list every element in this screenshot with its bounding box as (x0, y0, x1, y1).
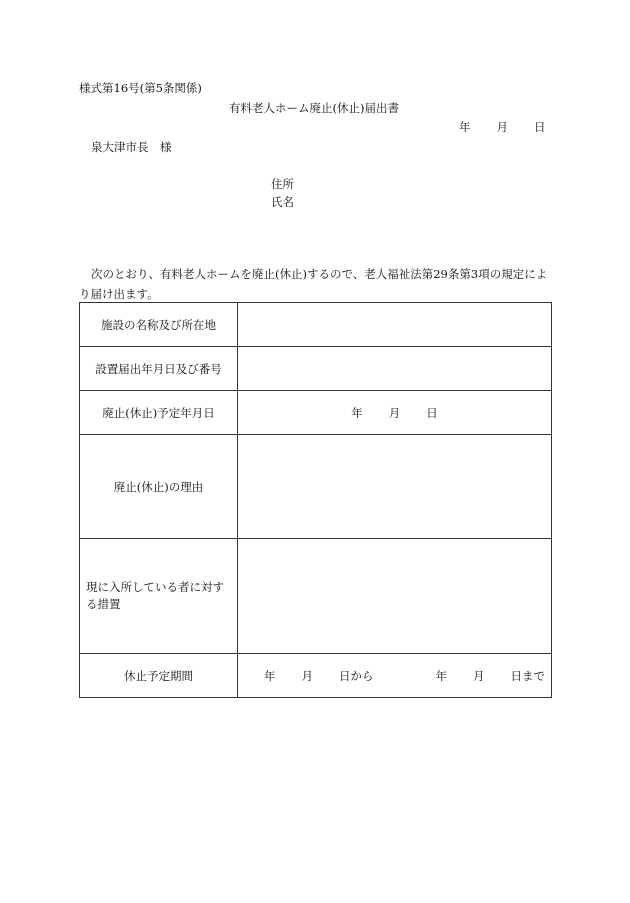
date-month: 月 (496, 120, 508, 134)
row-label: 設置届出年月日及び番号 (80, 347, 238, 391)
row-label: 廃止(休止)予定年月日 (80, 391, 238, 435)
establishment-date-number-field[interactable] (238, 347, 552, 391)
month: 月 (388, 405, 401, 420)
table-row (80, 654, 552, 698)
table-row (80, 435, 552, 539)
row-label: 廃止(休止)の理由 (80, 435, 238, 539)
submission-date (459, 119, 546, 135)
from-year: 年 (264, 668, 276, 683)
day: 日 (426, 405, 438, 420)
date-day: 日 (534, 120, 546, 134)
to-year: 年 (435, 668, 447, 683)
address-label: 住所 (271, 177, 294, 191)
addressee: 泉大津市長 様 (91, 140, 172, 154)
intro-text-line1: 次のとおり、有料老人ホームを廃止(休止)するので、老人福祉法第29条第3項の規定によ (91, 267, 548, 281)
table-row (80, 347, 552, 391)
suspension-period-field[interactable] (238, 654, 552, 698)
from-month: 月 (301, 668, 313, 683)
facility-name-location-field[interactable] (238, 303, 552, 347)
planned-closure-date-field[interactable] (238, 391, 552, 435)
to-day: 日まで (510, 668, 545, 683)
document-title: 有料老人ホーム廃止(休止)届出書 (229, 101, 399, 115)
intro-text-line2: り届け出ます。 (79, 287, 159, 301)
row-label: 施設の名称及び所在地 (80, 303, 238, 347)
row-label: 現に入所している者に対する措置 (80, 539, 238, 654)
resident-measures-field[interactable] (238, 539, 552, 654)
year: 年 (351, 405, 363, 420)
table-row (80, 391, 552, 435)
row-label: 休止予定期間 (80, 654, 238, 698)
from-day: 日から (339, 668, 374, 683)
to-month: 月 (473, 668, 485, 683)
date-year: 年 (459, 120, 471, 134)
table-row (80, 303, 552, 347)
notification-table (79, 302, 552, 698)
form-number: 様式第16号(第5条関係) (79, 81, 202, 95)
name-label: 氏名 (271, 195, 294, 209)
closure-reason-field[interactable] (238, 435, 552, 539)
table-row (80, 539, 552, 654)
